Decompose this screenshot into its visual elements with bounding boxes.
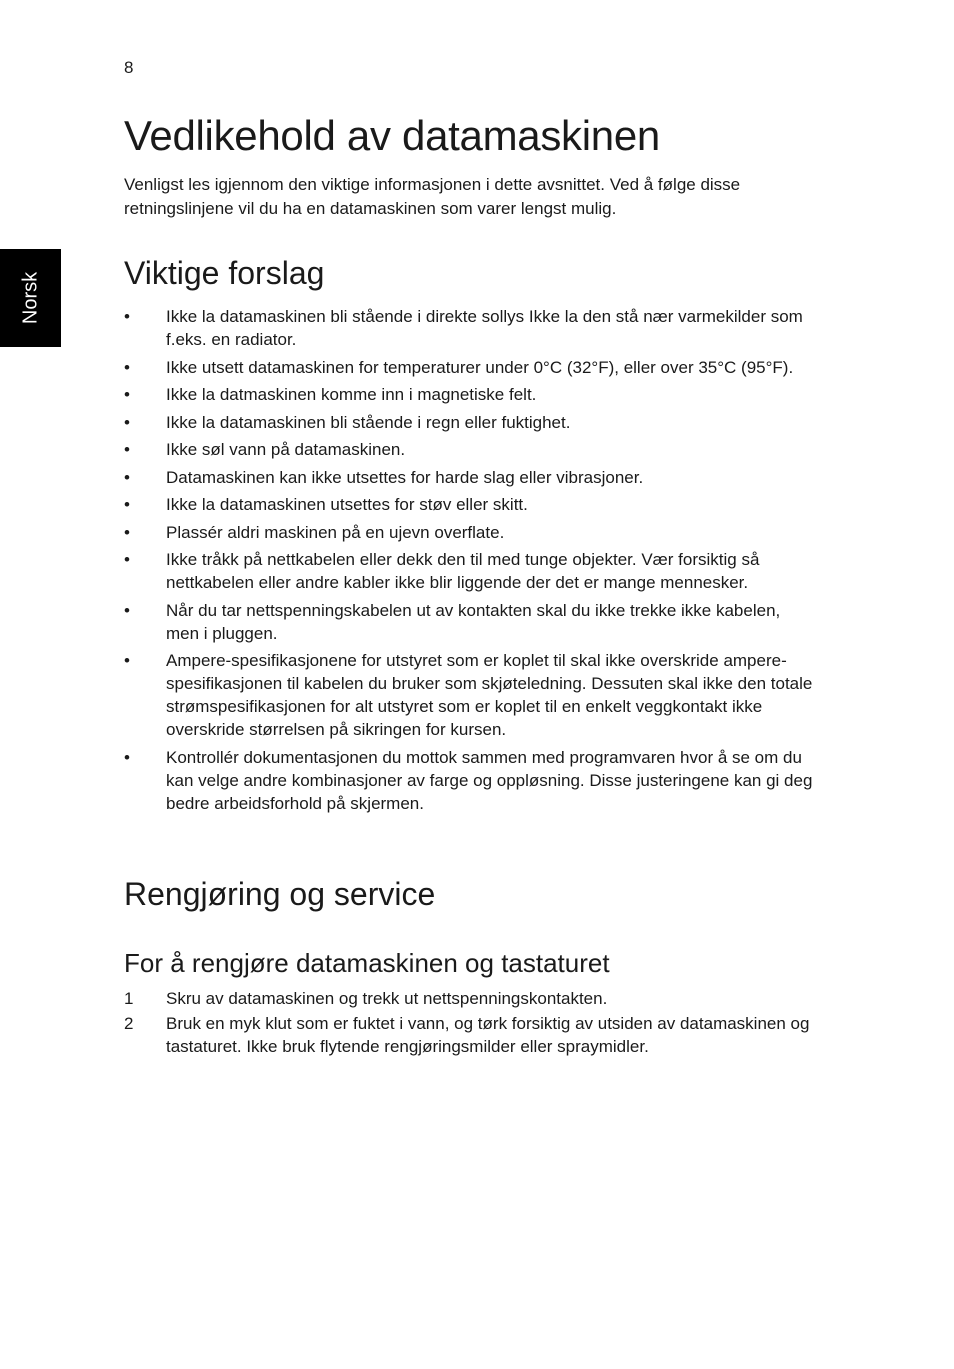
bullet-marker: • [124, 385, 130, 404]
bullet-marker: • [124, 467, 130, 487]
list-item-text: Når du tar nettspenningskabelen ut av kontakten skal du ikke trekke ikke kabelen, men i pluggen. [166, 600, 781, 643]
section-heading-rengjoring: Rengjøring og service [124, 876, 436, 912]
list-item [124, 438, 814, 461]
list-item-text: Ikke la datamaskinen bli stående i direkte sollys Ikke la den stå nær varmekilder som f.eks. en radiator. [166, 307, 803, 349]
list-item-text: Ampere-spesifikasjonene for utstyret som er koplet til skal ikke overskride ampere-spesifikasjonen til kabelen du bruker som skjøteledning. Dessuten skal ikke den totale strømspesifikasjonen for alt utstyret som er koplet til en enkelt veggkontakt ikke overskride størrelsen på sikringen for kursen. [166, 651, 813, 739]
list-item-text: Ikke la datamaskinen bli stående i regn eller fuktighet. [166, 412, 571, 432]
list-item [124, 466, 814, 489]
list-item [124, 493, 814, 516]
list-item [124, 383, 814, 406]
intro-paragraph: Venligst les igjennom den viktige informasjonen i dette avsnittet. Ved å følge disse retningslinjene vil du ha en datamaskinen som varer lengst mulig. [124, 175, 741, 218]
list-item [124, 746, 814, 815]
bullet-marker: • [124, 440, 130, 459]
page-number: 8 [124, 58, 134, 77]
list-item [124, 305, 814, 351]
list-item-text: Kontrollér dokumentasjonen du mottok sammen med programvaren hvor å se om du kan velge andre kombinasjoner av farge og oppløsning. Disse justeringene kan gi deg bedre arbeidsforhold på skjermen. [166, 747, 813, 813]
step-item [124, 987, 814, 1010]
list-item [124, 411, 814, 434]
step-item [124, 1012, 814, 1058]
cleaning-steps-list [124, 987, 814, 1060]
step-text: Skru av datamaskinen og trekk ut nettspenningskontakten. [166, 989, 608, 1008]
list-item-text: Ikke tråkk på nettkabelen eller dekk den til med tunge objekter. Vær forsiktig så nettkabelen eller andre kabler ikke blir liggende der det er mange mennesker. [166, 550, 760, 592]
language-tab-label: Norsk [19, 271, 41, 325]
bullet-marker: • [124, 307, 130, 326]
list-item-text: Datamaskinen kan ikke utsettes for harde slag eller vibrasjoner. [166, 467, 644, 487]
bullet-marker: • [124, 550, 130, 569]
list-item [124, 548, 814, 594]
language-tab [0, 249, 61, 347]
list-item [124, 521, 814, 544]
list-item-text: Ikke utsett datamaskinen for temperaturer under 0°C (32°F), eller over 35°C (95°F). [166, 357, 794, 377]
suggestions-list [124, 305, 814, 819]
bullet-marker: • [124, 495, 130, 514]
list-item [124, 649, 814, 741]
list-item [124, 356, 814, 379]
step-number: 2 [124, 1014, 134, 1033]
section-heading-viktige-forslag: Viktige forslag [124, 255, 325, 291]
list-item [124, 599, 814, 645]
list-item-text: Ikke søl vann på datamaskinen. [166, 440, 406, 459]
bullet-marker: • [124, 412, 130, 432]
bullet-marker: • [124, 522, 130, 542]
subsection-heading-cleaning: For å rengjøre datamaskinen og tastaturet [124, 948, 610, 978]
bullet-marker: • [124, 747, 130, 767]
list-item-text: Plassér aldri maskinen på en ujevn overflate. [166, 522, 505, 542]
step-text: Bruk en myk klut som er fuktet i vann, og tørk forsiktig av utsiden av datamaskinen og tastaturet. Ikke bruk flytende rengjøringsmilder eller spraymidler. [166, 1014, 810, 1056]
bullet-marker: • [124, 600, 130, 620]
list-item-text: Ikke la datamaskinen utsettes for støv eller skitt. [166, 495, 528, 514]
page-title: Vedlikehold av datamaskinen [124, 112, 660, 159]
bullet-marker: • [124, 357, 130, 377]
bullet-marker: • [124, 651, 130, 670]
step-number: 1 [124, 989, 134, 1008]
list-item-text: Ikke la datmaskinen komme inn i magnetiske felt. [166, 385, 537, 404]
